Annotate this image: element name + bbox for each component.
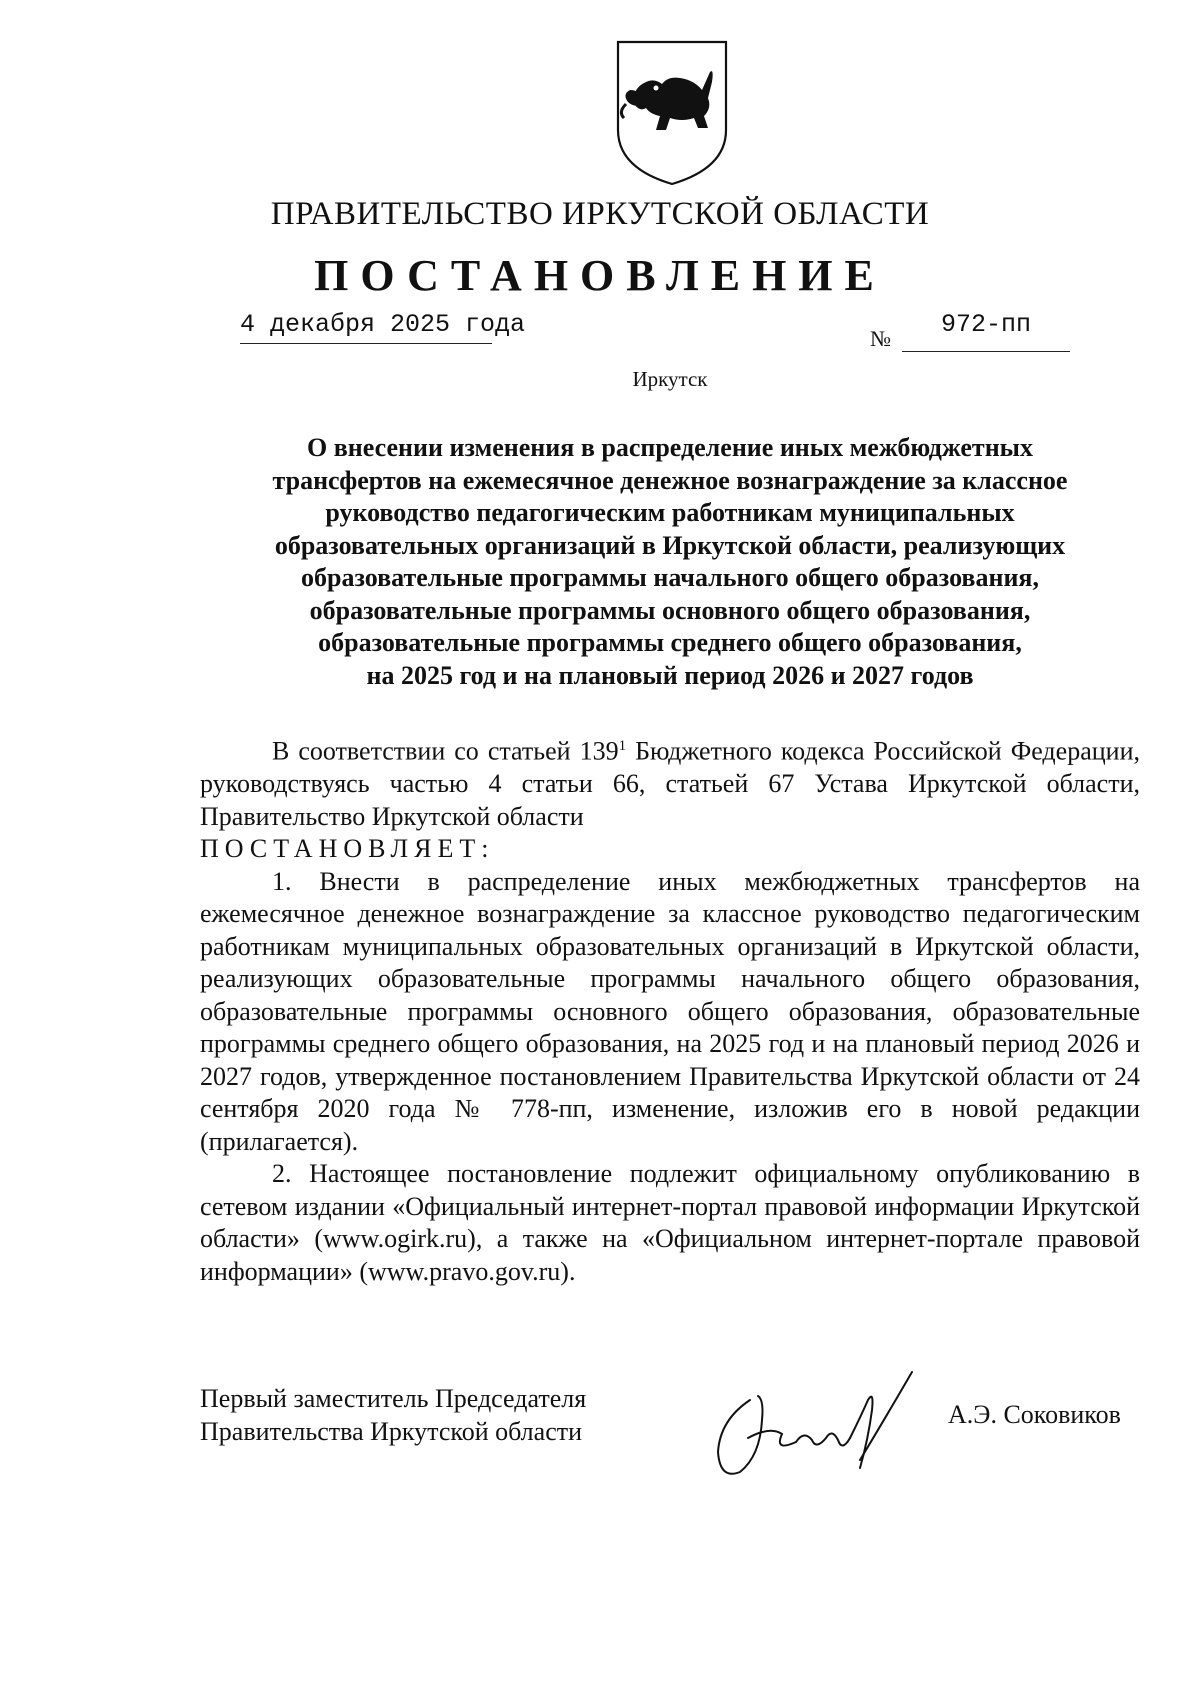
title-line: руководство педагогическим работникам муниципальных: [325, 498, 1015, 527]
city: Иркутск: [632, 367, 708, 391]
title-line: О внесении изменения в распределение иных межбюджетных: [307, 433, 1033, 462]
document-title: [200, 432, 1140, 692]
document-date: 4 декабря 2025 года: [240, 310, 492, 344]
title-line: образовательных организаций в Иркутской области, реализующих: [274, 530, 1066, 560]
title-line: на 2025 год и на плановый период 2026 и 2027 годов: [366, 660, 974, 690]
signatory-position: [200, 1382, 586, 1448]
position-line: Правительства Иркутской области: [200, 1417, 583, 1446]
number-value: 972-пп: [902, 310, 1070, 352]
article-superscript: 1: [618, 738, 627, 754]
title-line: образовательные программы начального общего образования,: [300, 563, 1039, 592]
preamble-end: Бюджетного кодекса Российской Федерации, руководствуясь частью 4 статьи 66, статьей 67 Устава Иркутской области, Правительство Иркутской области: [200, 736, 1140, 831]
title-line: трансфертов на ежемесячное денежное вознаграждение за классное: [272, 465, 1068, 495]
organization-name: ПРАВИТЕЛЬСТВО ИРКУТСКОЙ ОБЛАСТИ: [270, 196, 930, 232]
item-2: 2. Настоящее постановление подлежит официальному опубликованию в сетевом издании «Официальный интернет-портал правовой информации Иркутской области» (www.ogirk.ru), а также на «Официальном интернет-портале правовой информации» (www.pravo.gov.ru).: [200, 1159, 1140, 1286]
number-sign: №: [870, 326, 891, 351]
decree-word: ПОСТАНОВЛЯЕТ:: [200, 834, 495, 864]
signatory-name: А.Э. Соковиков: [948, 1400, 1121, 1429]
position-line: Первый заместитель Председателя: [200, 1384, 587, 1413]
item-1: 1. Внести в распределение иных межбюджетных трансфертов на ежемесячное денежное вознаграждение за классное руководство педагогическим работникам муниципальных образовательных организаций в Иркутской области, реализующих образовательные программы начального общего образования, образовательные программы основного общего образования, образовательные программы среднего общего образования, на 2025 год и на плановый период 2026 и 2027 годов, утвержденное постановлением Правительства Иркутской области от 24 сентября 2020 года № 778-пп, изменение, изложив его в новой редакции (прилагается).: [200, 866, 1140, 1156]
preamble: [200, 730, 1140, 833]
handwritten-signature-icon: [700, 1360, 940, 1490]
preamble-start: В соответствии со статьей 139: [272, 736, 619, 766]
title-line: образовательные программы основного общего образования,: [309, 595, 1031, 625]
document-number: [870, 312, 1070, 352]
title-line: образовательные программы среднего общего образования,: [318, 628, 1022, 657]
document-body: [200, 730, 1140, 1288]
coat-of-arms-icon: [612, 38, 732, 188]
document-type: ПОСТАНОВЛЕНИЕ: [314, 251, 886, 300]
